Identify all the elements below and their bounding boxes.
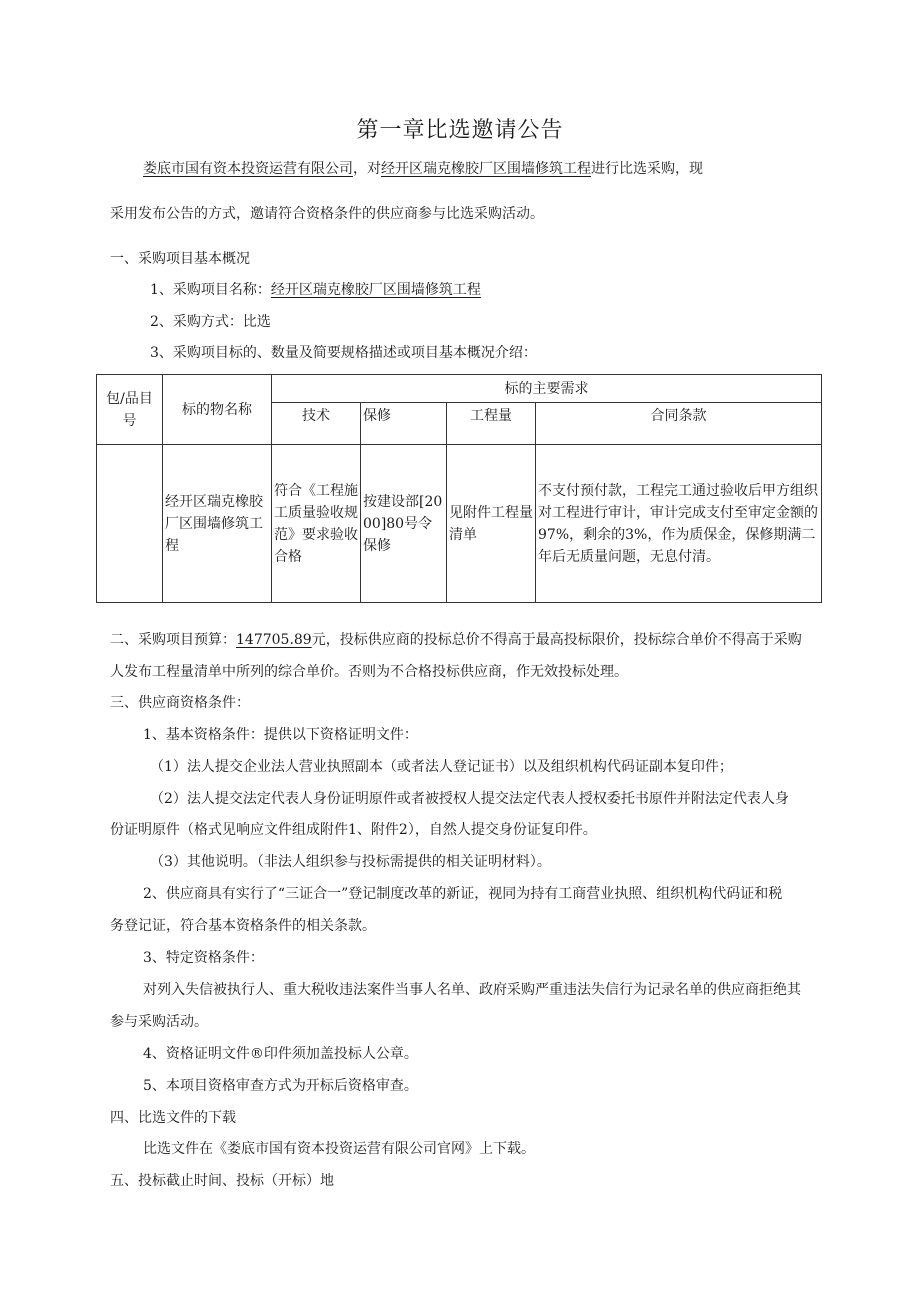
review-method: 5、本项目资格审查方式为开标后资格审查。 xyxy=(143,1078,418,1094)
budget-rest: 元，投标供应商的投标总价不得高于最高投标限价，投标综合单价不得高于采购 xyxy=(311,632,802,648)
qualification-item-3: （3）其他说明。（非法人组织参与投标需提供的相关证明材料）。 xyxy=(150,854,551,870)
header-main-requirements: 标的主要需求 xyxy=(272,375,822,403)
budget-label: 二、采购项目预算： xyxy=(110,632,236,648)
page-title: 第一章比选邀请公告 xyxy=(356,118,564,143)
budget-line-1 xyxy=(110,630,802,650)
header-package-line1: 包/品目 xyxy=(106,390,153,407)
cell-contract-terms: 不支付预付款，工程完工通过验收后甲方组织对工程进行审计，审计完成支付至审定金额的97%，剩余的3%，作为质保金，保修期满二年后无质量问题，无息付清。 xyxy=(536,445,822,603)
cell-item-name: 经开区瑞克橡胶厂区围墙修筑工程 xyxy=(163,445,272,603)
cell-technical: 符合《工程施工质量验收规范》要求验收合格 xyxy=(272,445,361,603)
project-name-line xyxy=(150,280,481,300)
header-warranty: 保修 xyxy=(361,403,447,445)
budget-line-2: 人发布工程量清单中所列的综合单价。否则为不合格投标供应商，作无效投标处理。 xyxy=(110,664,628,680)
cell-quantity: 见附件工程量清单 xyxy=(447,445,536,603)
requirements-table xyxy=(96,374,822,603)
intro-project: 经开区瑞克橡胶厂区围墙修筑工程 xyxy=(381,161,591,177)
section-4-heading: 四、比选文件的下载 xyxy=(110,1110,236,1126)
header-package-line2: 号 xyxy=(122,412,137,429)
header-quantity: 工程量 xyxy=(447,403,536,445)
intro-tail: 进行比选采购，现 xyxy=(591,161,703,177)
intro-org: 娄底市国有资本投资运营有限公司 xyxy=(143,161,353,177)
header-technical: 技术 xyxy=(272,403,361,445)
section-3-heading: 三、供应商资格条件： xyxy=(110,695,250,711)
budget-amount: 147705.89 xyxy=(236,632,312,648)
intro-line-1 xyxy=(143,159,703,179)
cell-warranty: 按建设部[2000]80号令保修 xyxy=(361,445,447,603)
header-contract-terms: 合同条款 xyxy=(536,403,822,445)
cell-package-number xyxy=(97,445,163,603)
download-info: 比选文件在《娄底市国有资本投资运营有限公司官网》上下载。 xyxy=(143,1141,535,1157)
header-item-name: 标的物名称 xyxy=(163,375,272,445)
three-in-one-line1: 2、供应商具有实行了“三证合一”登记制度改革的新证，视同为持有工商营业执照、组织机构代码证和税 xyxy=(143,886,783,902)
blacklist-line2: 参与采购活动。 xyxy=(110,1014,208,1030)
blacklist-line1: 对列入失信被执行人、重大税收违法案件当事人名单、政府采购严重违法失信行为记录名单的供应商拒绝其 xyxy=(143,982,801,998)
intro-sep: ，对 xyxy=(353,161,381,177)
intro-line-2: 采用发布公告的方式，邀请符合资格条件的供应商参与比选采购活动。 xyxy=(110,206,544,222)
project-name-label: 1、采购项目名称： xyxy=(150,282,271,298)
special-qualification: 3、特定资格条件： xyxy=(143,950,264,966)
seal-requirement: 4、资格证明文件®印件须加盖投标人公章。 xyxy=(143,1046,418,1062)
qualification-item-2-line1: （2）法人提交法定代表人身份证明原件或者被授权人提交法定代表人授权委托书原件并附法定代表人身 xyxy=(150,791,789,807)
project-scope-intro: 3、采购项目标的、数量及简要规格描述或项目基本概况介绍： xyxy=(150,345,537,361)
three-in-one-line2: 务登记证，符合基本资格条件的相关条款。 xyxy=(110,918,376,934)
section-5-heading: 五、投标截止时间、投标（开标）地 xyxy=(110,1173,334,1189)
qualification-item-1: （1）法人提交企业法人营业执照副本（或者法人登记证书）以及组织机构代码证副本复印件； xyxy=(150,759,733,775)
header-package-number xyxy=(97,375,163,445)
project-name-value: 经开区瑞克橡胶厂区围墙修筑工程 xyxy=(270,282,481,298)
basic-qualification: 1、基本资格条件：提供以下资格证明文件： xyxy=(143,727,418,743)
qualification-item-2-line2: 份证明原件（格式见响应文件组成附件1、附件2），自然人提交身份证复印件。 xyxy=(110,822,597,838)
section-1-heading: 一、采购项目基本概况 xyxy=(110,251,250,267)
procurement-method: 2、采购方式：比选 xyxy=(150,314,271,330)
